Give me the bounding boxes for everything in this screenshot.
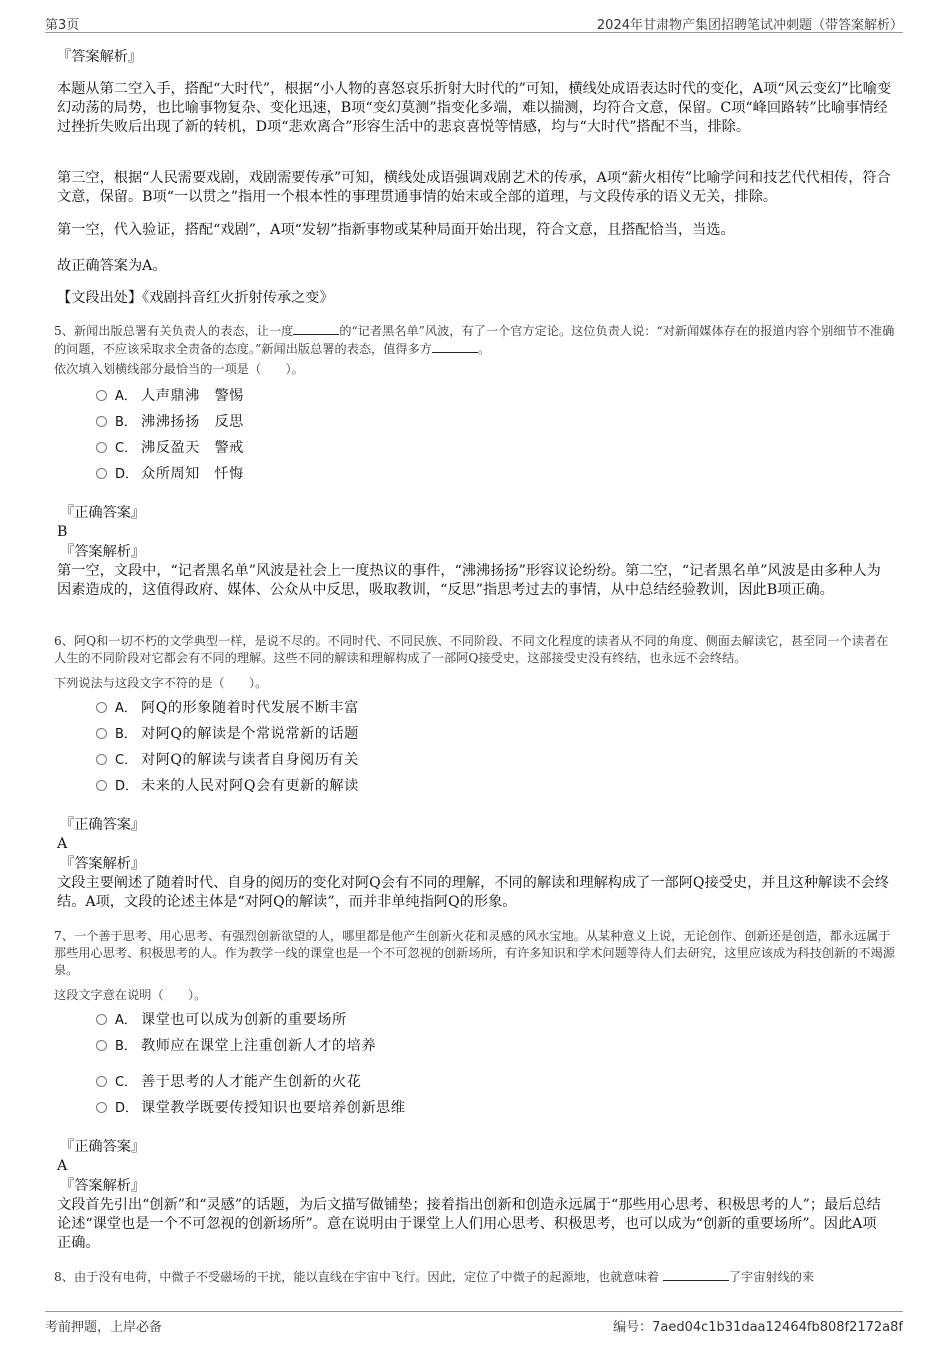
q5-prompt: 依次填入划横线部分最恰当的一项是（ ）。 bbox=[54, 362, 304, 376]
q6-option-d[interactable]: D． 未来的人民对阿Q会有更新的解读 bbox=[96, 775, 359, 795]
q4-analysis-p1: 本题从第二空入手，搭配“大时代”，根据“小人物的喜怒哀乐折射大时代的”可知，横线处成语表达时代的变化，A项“风云变幻”比喻变幻动荡的局势，也比喻事物复杂、变化迅速，B项“变幻莫测”指变化多端，难以揣测，均符合文意，保留。C项“峰回路转”比喻事情经过挫折失败后出现了新的转机，D项“悲欢离合”形容生活中的悲哀喜悦等情感，均与“大时代”搭配不当，排除。 bbox=[57, 81, 892, 135]
radio-icon[interactable] bbox=[96, 442, 107, 453]
page-footer bbox=[45, 1311, 903, 1334]
q5-option-b[interactable]: B． 沸沸扬扬 反思 bbox=[96, 411, 244, 431]
document-id: 编号：7aed04c1b31daa12464fb808f2172a8f bbox=[613, 1320, 903, 1335]
q7-prompt: 这段文字意在说明（ ）。 bbox=[54, 988, 207, 1002]
q5-stem: 5、新闻出版总署有关负责人的表态，让一度 的“记者黑名单”风波，有了一个官方定论。这位负责人说：“对新闻媒体存在的报道内容个别细节不准确的问题，不应该采取求全责备的态度。”新闻出版总署的表态，值得多方 。 bbox=[54, 324, 895, 356]
q5-analysis: 第一空，文段中，“记者黑名单”风波是社会上一度热议的事件，“沸沸扬扬”形容议论纷纷。第二空，“记者黑名单”风波是由多种人为因素造成的，这值得政府、媒体、公众从中反思，吸取教训，“反思”指思考过去的事情，从中总结经验教训，因此B项正确。 bbox=[57, 563, 881, 598]
page-number: 第3页 bbox=[45, 18, 80, 33]
q6-option-c[interactable]: C． 对阿Q的解读与读者自身阅历有关 bbox=[96, 749, 359, 769]
q4-analysis-label: 『答案解析』 bbox=[57, 49, 143, 65]
q7-option-c[interactable]: C． 善于思考的人才能产生创新的火花 bbox=[96, 1071, 361, 1091]
q5-answer-label: 『正确答案』 bbox=[60, 505, 146, 521]
q7-analysis: 文段首先引出“创新”和“灵感”的话题，为后文描写做铺垫；接着指出创新和创造永远属于“那些用心思考、积极思考的人”；最后总结论述“课堂也是一个不可忽视的创新场所”。意在说明由于课堂上人们用心思考、积极思考，也可以成为“创新的重要场所”。因此A项正确。 bbox=[57, 1197, 881, 1251]
q6-answer: A bbox=[57, 836, 68, 852]
q7-option-d[interactable]: D． 课堂教学既要传授知识也要培养创新思维 bbox=[96, 1097, 405, 1117]
q7-stem: 7、一个善于思考、用心思考、有强烈创新欲望的人，哪里都是他产生创新火花和灵感的风水宝地。从某种意义上说，无论创作、创新还是创造，都永远属于那些用心思考、积极思考的人。作为教学一线的课堂也是一个不可忽视的创新场所，有许多知识和学术问题等待人们去研究，这里应该成为科技创新的不竭源泉。 bbox=[54, 929, 895, 977]
radio-icon[interactable] bbox=[96, 416, 107, 427]
q5-option-a[interactable]: A． 人声鼎沸 警惕 bbox=[96, 385, 244, 405]
q8-blank-1 bbox=[663, 1268, 729, 1281]
q6-analysis: 文段主要阐述了随着时代、自身的阅历的变化对阿Q会有不同的理解，不同的解读和理解构成了一部阿Q接受史，并且这种解读不会终结。A项，文段的论述主体是“对阿Q的解读”，而并非单纯指阿Q的形象。 bbox=[57, 875, 889, 910]
radio-icon[interactable] bbox=[96, 702, 107, 713]
radio-icon[interactable] bbox=[96, 1014, 107, 1025]
q7-option-b[interactable]: B． 教师应在课堂上注重创新人才的培养 bbox=[96, 1035, 376, 1055]
page-header bbox=[45, 12, 903, 33]
q6-prompt: 下列说法与这段文字不符的是（ ）。 bbox=[54, 676, 268, 690]
q7-answer: A bbox=[57, 1158, 68, 1174]
radio-icon[interactable] bbox=[96, 1102, 107, 1113]
q6-analysis-label: 『答案解析』 bbox=[60, 856, 146, 872]
radio-icon[interactable] bbox=[96, 468, 107, 479]
q5-blank-1 bbox=[293, 322, 339, 335]
document-title: 2024年甘肃物产集团招聘笔试冲刺题（带答案解析） bbox=[596, 18, 903, 33]
footer-slogan: 考前押题，上岸必备 bbox=[45, 1320, 163, 1335]
radio-icon[interactable] bbox=[96, 390, 107, 401]
q5-option-c[interactable]: C． 沸反盈天 警戒 bbox=[96, 437, 244, 457]
q6-stem: 6、阿Q和一切不朽的文学典型一样，是说不尽的。不同时代、不同民族、不同阶段、不同文化程度的读者从不同的角度、侧面去解读它，甚至同一个读者在人生的不同阶段对它都会有不同的理解。这些不同的解读和理解构成了一部阿Q接受史，这部接受史没有终结，也永远不会终结。 bbox=[54, 634, 889, 665]
radio-icon[interactable] bbox=[96, 780, 107, 791]
radio-icon[interactable] bbox=[96, 754, 107, 765]
q5-blank-2 bbox=[432, 340, 478, 353]
radio-icon[interactable] bbox=[96, 1076, 107, 1087]
q4-source: 【文段出处】《戏剧抖音红火折射传承之变》 bbox=[57, 290, 334, 306]
radio-icon[interactable] bbox=[96, 728, 107, 739]
q5-option-d[interactable]: D． 众所周知 忏悔 bbox=[96, 463, 244, 483]
q7-analysis-label: 『答案解析』 bbox=[60, 1178, 146, 1194]
q4-analysis-p2: 第三空，根据“人民需要戏剧，戏剧需要传承”可知，横线处成语强调戏剧艺术的传承，A项“薪火相传”比喻学问和技艺代代相传，符合文意，保留。B项“一以贯之”指用一个根本性的事理贯通事情的始末或全部的道理，与文段传承的语义无关，排除。 bbox=[57, 170, 891, 205]
q8-stem: 8、由于没有电荷，中微子不受磁场的干扰，能以直线在宇宙中飞行。因此，定位了中微子的起源地，也就意味着 了宇宙射线的来 bbox=[54, 1270, 815, 1284]
radio-icon[interactable] bbox=[96, 1040, 107, 1051]
q6-option-b[interactable]: B． 对阿Q的解读是个常说常新的话题 bbox=[96, 723, 359, 743]
q7-option-a[interactable]: A． 课堂也可以成为创新的重要场所 bbox=[96, 1009, 347, 1029]
q6-answer-label: 『正确答案』 bbox=[60, 817, 146, 833]
q5-answer: B bbox=[57, 524, 68, 540]
q5-analysis-label: 『答案解析』 bbox=[60, 544, 146, 560]
q6-option-a[interactable]: A． 阿Q的形象随着时代发展不断丰富 bbox=[96, 697, 359, 717]
q4-analysis-p4: 故正确答案为A。 bbox=[57, 258, 167, 274]
q7-answer-label: 『正确答案』 bbox=[60, 1139, 146, 1155]
q4-analysis-p3: 第一空，代入验证，搭配“戏剧”，A项“发轫”指新事物或某种局面开始出现，符合文意，且搭配恰当，当选。 bbox=[57, 222, 735, 238]
